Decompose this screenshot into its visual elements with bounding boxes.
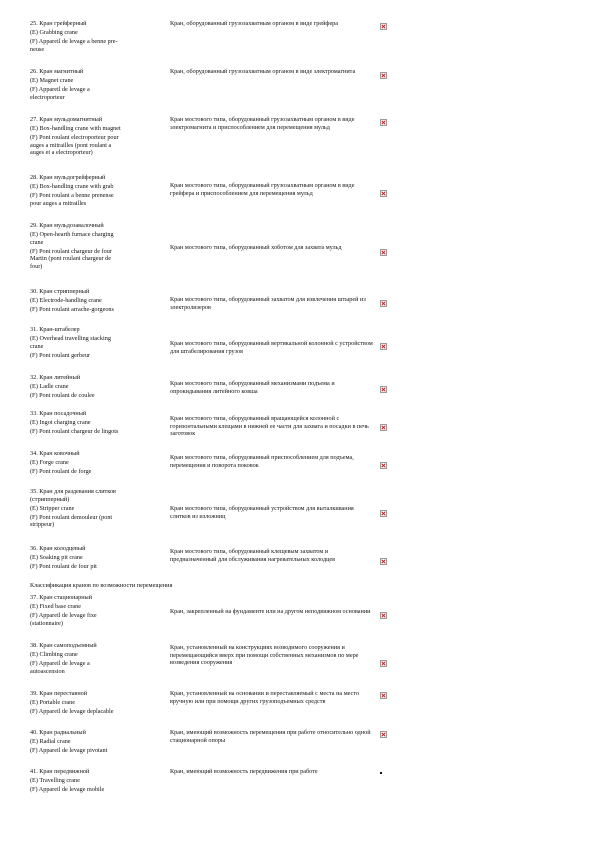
term-name-en: (E) Ladle crane: [30, 383, 69, 391]
term-name-ru: 36. Кран колодцевый: [30, 545, 86, 552]
term-name-fr: (F) Appareil de levage pivotant: [30, 747, 108, 755]
term-name-ru: 30. Кран стрипперный: [30, 288, 90, 295]
term-names: [30, 374, 160, 401]
term-name-fr: (F) Pont roulant gerbeur: [30, 351, 90, 359]
term-name-ru: 29. Кран мульдозавалочный: [30, 222, 104, 229]
term-name-ru: 25. Кран грейферный: [30, 20, 87, 27]
term-definition: Кран мостового типа, оборудованный захватом для извлечения штырей из электролизеров: [170, 296, 366, 311]
term-definition: Кран, установленный на конструкциях возводимого сооружения и перемещающийся вверх при помощи собственных механизмов по мере возведения сооружения: [170, 644, 359, 667]
term-definition: Кран мостового типа, оборудованный грузозахватным органом в виде грейфера и приспособлением для перемещения мульд: [170, 182, 355, 197]
term-name-ru: 39. Кран переставной: [30, 690, 88, 697]
delete-icon[interactable]: [380, 23, 387, 30]
term-names: [30, 116, 160, 158]
term-definition: Кран, имеющий возможность перемещения при работе относительно одной стационарной опоры: [170, 729, 371, 744]
section-heading: Классификация кранов по возможности перемещения: [30, 582, 173, 589]
delete-icon[interactable]: [380, 72, 387, 79]
delete-icon[interactable]: [380, 190, 387, 197]
term-name-en: (E) Radial crane: [30, 738, 71, 746]
term-definition: Кран мостового типа, оборудованный грузозахватным органом в виде электромагнита и приспособлением для перемещения мульд: [170, 116, 355, 131]
term-definition: Кран мостового типа, оборудованный клещевым захватом и предназначенный для обслуживания нагревательных колодцев: [170, 548, 336, 563]
delete-icon[interactable]: [380, 510, 387, 517]
term-name-fr-cont: autoascension: [30, 667, 65, 675]
term-names: [30, 288, 160, 315]
term-definition: Кран мостового типа, оборудованный механизмами подъема и опрокидывания литейного ковша: [170, 380, 335, 395]
term-definition: Кран, оборудованный грузозахватным органом в виде грейфера: [170, 20, 339, 27]
delete-icon[interactable]: [380, 612, 387, 619]
term-name-fr-cont: strippeur): [30, 521, 55, 529]
term-definition: Кран, оборудованный грузозахватным органом в виде электромагнита: [170, 68, 356, 75]
term-name-en: (E) Electrode-handling crane: [30, 297, 102, 305]
term-name-en: (E) Open-hearth furnace charging: [30, 231, 114, 239]
term-name-fr: (F) Appareil de levage fixe: [30, 612, 97, 620]
term-names: [30, 642, 160, 677]
term-name-en: (E) Forge crane: [30, 459, 69, 467]
delete-icon[interactable]: [380, 692, 387, 699]
term-name-fr-cont: four): [30, 262, 43, 270]
term-name-fr: (F) Pont roulant electroporteur pour: [30, 134, 119, 142]
term-name-en-cont: crane: [30, 342, 44, 350]
term-names: [30, 690, 160, 717]
term-names: [30, 20, 160, 55]
term-name-fr: (F) Pont roulant de coulee: [30, 392, 95, 400]
term-definition: Кран мостового типа, оборудованный устройством для выталкивания слитков из изложниц: [170, 505, 354, 520]
term-name-fr: (F) Pont roulant a benne prenense: [30, 192, 114, 200]
term-definition: Кран, имеющий возможность передвижения при работе: [170, 768, 318, 775]
term-name-en-cont: crane: [30, 238, 44, 246]
delete-icon[interactable]: [380, 660, 387, 667]
term-names: [30, 768, 160, 795]
term-names: [30, 326, 160, 361]
term-name-ru: 32. Кран литейный: [30, 374, 81, 381]
term-name-en: (E) Soaking pit crane: [30, 554, 83, 562]
term-definition: Кран мостового типа, оборудованный вращающейся колонной с горизонтальными клещами в нижней ее части для захвата и посадки в печь заготовок: [170, 415, 369, 438]
delete-icon[interactable]: [380, 343, 387, 350]
term-name-fr: (F) Pont roulant arrache-gorgeons: [30, 306, 114, 314]
term-name-fr: (F) Pont roulant chargeur de four: [30, 247, 112, 255]
term-name-en: (E) Overhead travelling stacking: [30, 335, 111, 343]
term-definition: Кран мостового типа, оборудованный хоботом для захвата мульд: [170, 244, 342, 251]
term-name-ru: 37. Кран стационарный: [30, 594, 93, 601]
delete-icon[interactable]: [380, 386, 387, 393]
term-name-fr-cont: Martin (pont roulant chargeur de: [30, 255, 111, 263]
term-name-en: (E) Climbing crane: [30, 651, 78, 659]
term-name-fr: (F) Pont roulant chargeur de lingots: [30, 428, 119, 436]
delete-icon[interactable]: [380, 300, 387, 307]
term-name-en: (E) Box-handling crane with magnet: [30, 125, 121, 133]
term-names: [30, 594, 160, 629]
term-definition: Кран мостового типа, оборудованный вертикальной колонной с устройством для штабелирования грузов: [170, 340, 373, 355]
delete-icon[interactable]: [380, 731, 387, 738]
term-definition: Кран, установленный на основании и переставляемый с места на место вручную или при помощи других грузоподъемных средств: [170, 690, 359, 705]
term-name-fr-cont: auges et a electroporteur): [30, 149, 93, 157]
term-name-fr: (F) Appareil de levage a: [30, 660, 90, 668]
delete-icon[interactable]: [380, 462, 387, 469]
delete-icon[interactable]: [380, 249, 387, 256]
term-names: [30, 410, 160, 437]
term-name-fr: (F) Appareil de levage a benne pre-: [30, 38, 118, 46]
delete-icon[interactable]: [380, 119, 387, 126]
term-name-fr-cont: (stationnaire): [30, 619, 63, 627]
term-name-en: (E) Ingot charging crane: [30, 419, 91, 427]
term-names: [30, 729, 160, 756]
term-name-en: (E) Travelling crane: [30, 777, 80, 785]
term-names: [30, 488, 160, 530]
term-name-fr: (F) Appareil de levage a: [30, 86, 90, 94]
delete-icon[interactable]: [380, 558, 387, 565]
term-name-ru: 31. Кран-штабелер: [30, 326, 80, 333]
term-name-en: (E) Portable crane: [30, 699, 76, 707]
term-name-fr: (F) Pont roulant de four pit: [30, 563, 97, 571]
term-definition: Кран мостового типа, оборудованный приспособлением для подъема, перемещения и поворота поковок: [170, 454, 354, 469]
term-name-en: (E) Fixed base crane: [30, 603, 82, 611]
term-names: [30, 222, 160, 272]
delete-icon[interactable]: [380, 424, 387, 431]
term-name-ru: 33. Кран посадочный: [30, 410, 87, 417]
term-name-ru: 26. Кран магнитный: [30, 68, 84, 75]
term-name-fr-cont: electroporteur: [30, 93, 65, 101]
bullet-icon: [380, 772, 383, 775]
term-name-fr: (F) Pont roulant de forge: [30, 468, 92, 476]
term-name-ru: 41. Кран передвижной: [30, 768, 90, 775]
term-names: [30, 545, 160, 572]
term-name-ru: 28. Кран мульдогрейферный: [30, 174, 106, 181]
term-name-fr: (F) Pont roulant demouleur (pont: [30, 513, 113, 521]
term-name-ru: 27. Кран мульдомагнитный: [30, 116, 103, 123]
term-name-fr-cont: auges a mitrailles (pont roulant a: [30, 141, 112, 149]
term-names: [30, 450, 160, 477]
term-name-fr-cont: pour auges a mitrailles: [30, 199, 87, 207]
term-name-ru-cont: (стрипперный): [30, 495, 70, 503]
term-name-en: (E) Box-handling crane with grab: [30, 183, 114, 191]
term-name-ru: 35. Кран для раздевания слитков: [30, 488, 116, 495]
term-name-ru: 38. Кран самоподъемный: [30, 642, 97, 649]
term-name-fr-cont: neuse: [30, 45, 45, 53]
term-name-en: (E) Magnet crane: [30, 77, 74, 85]
term-names: [30, 68, 160, 103]
term-name-ru: 40. Кран радиальный: [30, 729, 86, 736]
term-name-fr: (F) Appareil de levage mobile: [30, 786, 105, 794]
term-name-fr: (F) Appareil de levage deplacable: [30, 708, 114, 716]
term-names: [30, 174, 160, 209]
term-name-en: (E) Grabbing crane: [30, 29, 78, 37]
term-name-ru: 34. Кран ковочный: [30, 450, 80, 457]
term-definition: Кран, закрепленный на фундаменте или на другом неподвижном основании: [170, 608, 371, 615]
term-name-en: (E) Stripper crane: [30, 504, 75, 512]
